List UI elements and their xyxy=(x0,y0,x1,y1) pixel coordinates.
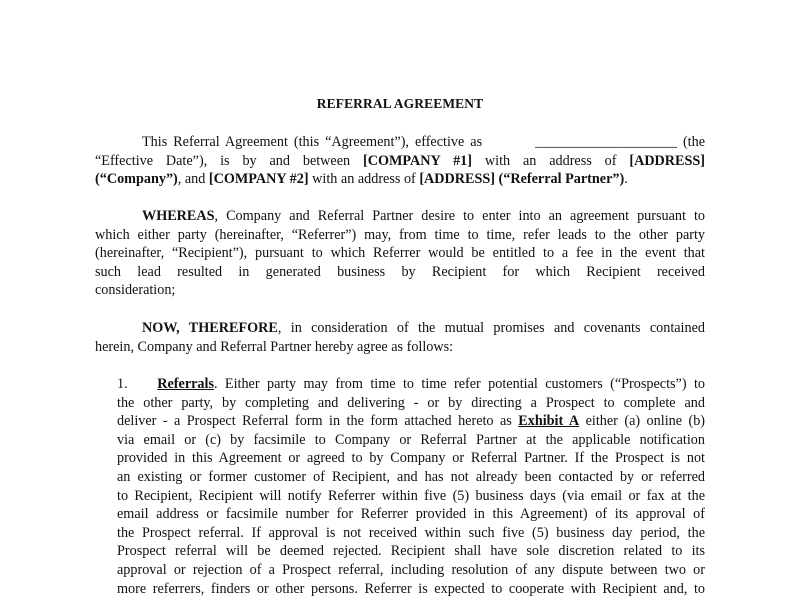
section-1-line-8: email address or facsimile number for Referrer provided in this Agreement) of its approval of xyxy=(117,506,705,523)
intro-text: “Effective Date”), is by and between xyxy=(95,152,351,169)
document-title: REFERRAL AGREEMENT xyxy=(316,96,484,111)
exhibit-reference-text: Exhibit A xyxy=(518,413,580,430)
whereas-paragraph xyxy=(95,207,705,300)
company-2-placeholder: [COMPANY #2] xyxy=(208,171,309,188)
whereas-line-3: (hereinafter, “Recipient”), pursuant to which Referrer would be entitled to a fee in the event that xyxy=(95,245,705,262)
intro-text: (the xyxy=(682,134,706,150)
whereas-line-1 xyxy=(95,207,705,226)
section-1-line-12: more referrers, finders or other persons. Referrer is expected to cooperate with Recipient and, to xyxy=(117,580,705,597)
intro-text: with an address of xyxy=(312,171,416,188)
address-1-placeholder: [ADDRESS] xyxy=(629,152,706,169)
company-1-placeholder: [COMPANY #1] xyxy=(363,152,472,169)
section-heading xyxy=(157,376,214,392)
effective-date-blank: ____________________ xyxy=(535,134,677,150)
section-1-line-1 xyxy=(117,375,706,394)
therefore-line-2: herein, Company and Referral Partner hereby agree as follows: xyxy=(95,338,454,355)
exhibit-reference xyxy=(518,413,579,429)
intro-text: . xyxy=(624,171,628,188)
section-1-line-7: to Recipient, Recipient will notify Referrer within five (5) business days (via email or fax at the xyxy=(117,487,705,504)
whereas-line-4: such lead resulted in generated business by Recipient for which Recipient received xyxy=(95,263,705,280)
section-1-line-9: the Prospect referral. If approval is not received within such five (5) business day period, the xyxy=(117,524,705,541)
intro-line-1 xyxy=(95,133,705,152)
intro-text: with an address of xyxy=(484,152,617,169)
section-1-line-10: Prospect referral will be deemed rejected. Recipient shall have sole discretion related to its xyxy=(117,543,705,560)
section-text: . Either party may from time to time refer potential customers (“Prospects”) to xyxy=(213,376,706,392)
intro-line-2 xyxy=(95,152,705,171)
whereas-heading: WHEREAS xyxy=(142,208,215,224)
section-1-line-2: the other party, by completing and delivering - or by directing a Prospect to complete and xyxy=(117,394,705,411)
section-1-line-11: approval or rejection of a Prospect referral, including resolution of any dispute between two or xyxy=(117,561,705,578)
address-2-placeholder: [ADDRESS] xyxy=(419,171,495,188)
section-1-line-4: via email or (c) by facsimile to Company or Referral Partner at the applicable notification xyxy=(117,431,705,448)
section-text: either (a) online (b) xyxy=(585,413,706,430)
whereas-text: , Company and Referral Partner desire to enter into an agreement pursuant to xyxy=(214,208,705,224)
section-number: 1. xyxy=(117,376,128,392)
intro-paragraph xyxy=(95,133,705,189)
whereas-line-5: consideration; xyxy=(95,282,176,299)
section-1-line-6: an existing or former customer of Recipient, and has not already been contacted by or referred xyxy=(117,468,705,485)
intro-text: This Referral Agreement (this “Agreement”), effective as xyxy=(142,134,483,150)
referral-partner-defined-term: (“Referral Partner”) xyxy=(498,171,625,188)
company-defined-term: (“Company”) xyxy=(95,171,178,188)
section-1-referrals xyxy=(117,375,706,598)
intro-line-3 xyxy=(95,170,705,189)
therefore-text: , in consideration of the mutual promises and covenants contained xyxy=(277,320,705,336)
therefore-line-1 xyxy=(95,319,705,338)
section-1-line-3 xyxy=(117,412,706,431)
therefore-paragraph xyxy=(95,319,705,356)
therefore-heading: NOW, THEREFORE xyxy=(142,320,278,336)
section-text: deliver - a Prospect Referral form in the form attached hereto as xyxy=(117,413,512,430)
intro-text: , and xyxy=(177,171,206,188)
section-1-line-5: provided in this Agreement or agreed to by Company or Referral Partner. If the Prospect is not xyxy=(117,450,705,467)
whereas-line-2: which either party (hereinafter, “Referrer”) may, from time to time, refer leads to the other party xyxy=(95,226,705,243)
section-heading-text: Referrals xyxy=(157,376,214,392)
